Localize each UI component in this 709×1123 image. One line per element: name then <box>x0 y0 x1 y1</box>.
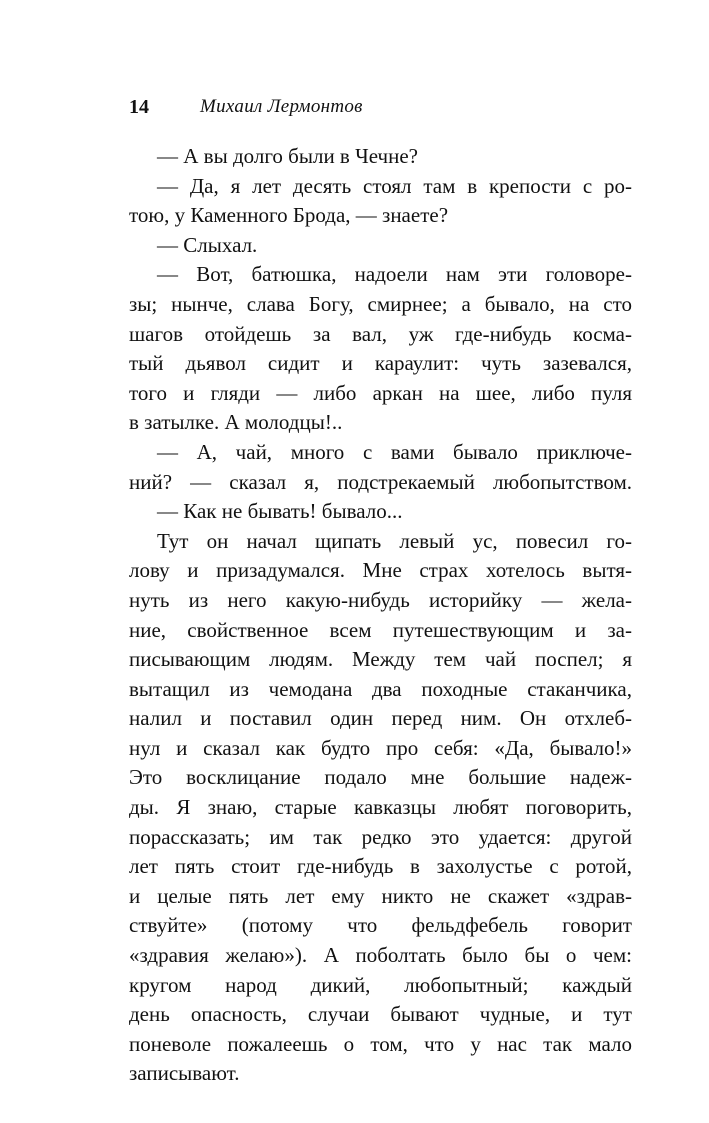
text-line: шагов отойдешь за вал, уж где-нибудь косма- <box>129 321 632 346</box>
running-head <box>129 95 632 125</box>
text-line: зы; нынче, слава Богу, смирнее; а бывало, на сто <box>129 291 632 316</box>
text-line: — А, чай, много с вами бывало приключе- <box>157 439 632 464</box>
running-head-author: Михаил Лермонтов <box>200 96 363 117</box>
text-line: — Как не бывать! бывало... <box>157 499 403 524</box>
text-line: тый дьявол сидит и караулит: чуть зазевался, <box>129 351 632 376</box>
text-line: тою, у Каменного Брода, — знаете? <box>129 203 449 228</box>
text-line: ний? — сказал я, подстрекаемый любопытством. <box>129 469 632 494</box>
text-line: вытащил из чемодана два походные стаканчика, <box>129 676 632 701</box>
text-line: — Вот, батюшка, надоели нам эти головоре- <box>157 262 632 287</box>
text-line: Тут он начал щипать левый ус, повесил го- <box>157 528 632 553</box>
text-line: — Да, я лет десять стоял там в крепости с ро- <box>157 173 632 198</box>
text-line: Это восклицание подало мне большие надеж- <box>129 765 632 790</box>
text-line: ствуйте» (потому что фельдфебель говорит <box>129 913 632 938</box>
text-line: порассказать; им так редко это удается: другой <box>129 824 632 849</box>
text-line: писывающим людям. Между тем чай поспел; я <box>129 647 632 672</box>
text-line: и целые пять лет ему никто не скажет «здрав- <box>129 883 632 908</box>
text-line: того и гляди — либо аркан на шее, либо пуля <box>129 380 632 405</box>
text-line: «здравия желаю»). А поболтать было бы о чем: <box>129 943 632 968</box>
text-line: поневоле пожалеешь о том, что у нас так мало <box>129 1031 632 1056</box>
page-number: 14 <box>129 96 149 118</box>
text-line: налил и поставил один перед ним. Он отхлеб- <box>129 706 632 731</box>
text-line: ние, свойственное всем путешествующим и за- <box>129 617 632 642</box>
text-line: лет пять стоит где-нибудь в захолустье с ротой, <box>129 854 632 879</box>
text-line: лову и призадумался. Мне страх хотелось вытя- <box>129 558 632 583</box>
text-line: записывают. <box>129 1061 240 1086</box>
text-line: нуть из него какую-нибудь историйку — жела- <box>129 587 632 612</box>
text-line: кругом народ дикий, любопытный; каждый <box>129 972 632 997</box>
text-line: — Слыхал. <box>157 232 258 257</box>
text-line: нул и сказал как будто про себя: «Да, бывало!» <box>129 735 632 760</box>
text-line: в затылке. А молодцы!.. <box>129 410 343 435</box>
body-text <box>129 142 632 1089</box>
text-line: ды. Я знаю, старые кавказцы любят поговорить, <box>129 795 632 820</box>
text-line: — А вы долго были в Чечне? <box>157 144 418 168</box>
text-line: день опасность, случаи бывают чудные, и тут <box>129 1002 632 1027</box>
